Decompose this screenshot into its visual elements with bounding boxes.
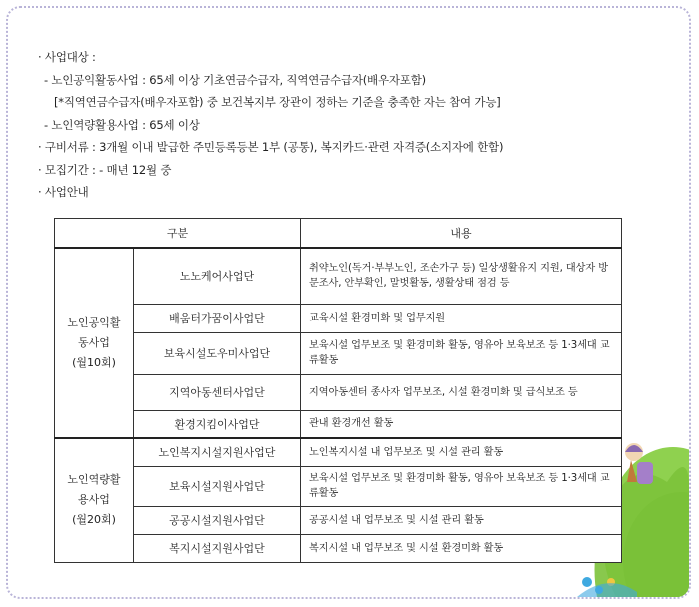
recruit-period: · 모집기간 : - 매년 12월 중	[38, 162, 172, 177]
target-heading: · 사업대상 :	[38, 50, 96, 64]
header-category: 구분	[55, 219, 301, 249]
header-content: 내용	[301, 219, 622, 249]
business-content: 노인복지시설 내 업무보조 및 시설 관리 활동	[301, 438, 622, 466]
program-guide-heading: · 사업안내	[38, 185, 89, 199]
required-documents: · 구비서류 : 3개월 이내 발급한 주민등록등본 1부 (공통), 복지카드·관련 자격증(소지자에 한함)	[38, 140, 504, 154]
business-content: 취약노인(독거·부부노인, 조손가구 등) 일상생활유지 지원, 대상자 방문조사, 안부확인, 말벗활동, 생활상태 점검 등	[301, 248, 622, 304]
business-name: 배움터가꿈이사업단	[134, 304, 301, 332]
business-content: 관내 환경개선 활동	[301, 410, 622, 438]
business-name: 노노케어사업단	[134, 248, 301, 304]
business-name: 복지시설지원사업단	[134, 534, 301, 562]
content-frame	[6, 6, 691, 599]
business-name: 지역아동센터사업단	[134, 374, 301, 410]
business-content: 지역아동센터 종사자 업무보조, 시설 환경미화 및 급식보조 등	[301, 374, 622, 410]
business-name: 보육시설도우미사업단	[134, 332, 301, 374]
business-name: 노인복지시설지원사업단	[134, 438, 301, 466]
program-info-list	[38, 46, 503, 204]
business-name: 환경지킴이사업단	[134, 410, 301, 438]
business-content: 보육시설 업무보조 및 환경미화 활동, 영유아 보육보조 등 1·3세대 교류활동	[301, 332, 622, 374]
target-note: [*직역연금수급자(배우자포함) 중 보건복지부 장관이 정하는 기준을 충족한 자는 참여 가능]	[54, 95, 501, 109]
business-name: 보육시설지원사업단	[134, 466, 301, 506]
business-name: 공공시설지원사업단	[134, 506, 301, 534]
business-content: 복지시설 내 업무보조 및 시설 환경미화 활동	[301, 534, 622, 562]
target-capacity-use: - 노인역량활용사업 : 65세 이상	[44, 117, 200, 132]
group-public-activity: 노인공익활 동사업 (월10회)	[55, 248, 134, 438]
business-content: 공공시설 내 업무보조 및 시설 관리 활동	[301, 506, 622, 534]
target-public-activity: - 노인공익활동사업 : 65세 이상 기초연금수급자, 직역연금수급자(배우자포함)	[44, 72, 426, 87]
program-table	[54, 218, 622, 563]
business-content: 보육시설 업무보조 및 환경미화 활동, 영유아 보육보조 등 1·3세대 교류활동	[301, 466, 622, 506]
group-capacity-use: 노인역량활 용사업 (월20회)	[55, 438, 134, 562]
business-content: 교육시설 환경미화 및 업무지원	[301, 304, 622, 332]
